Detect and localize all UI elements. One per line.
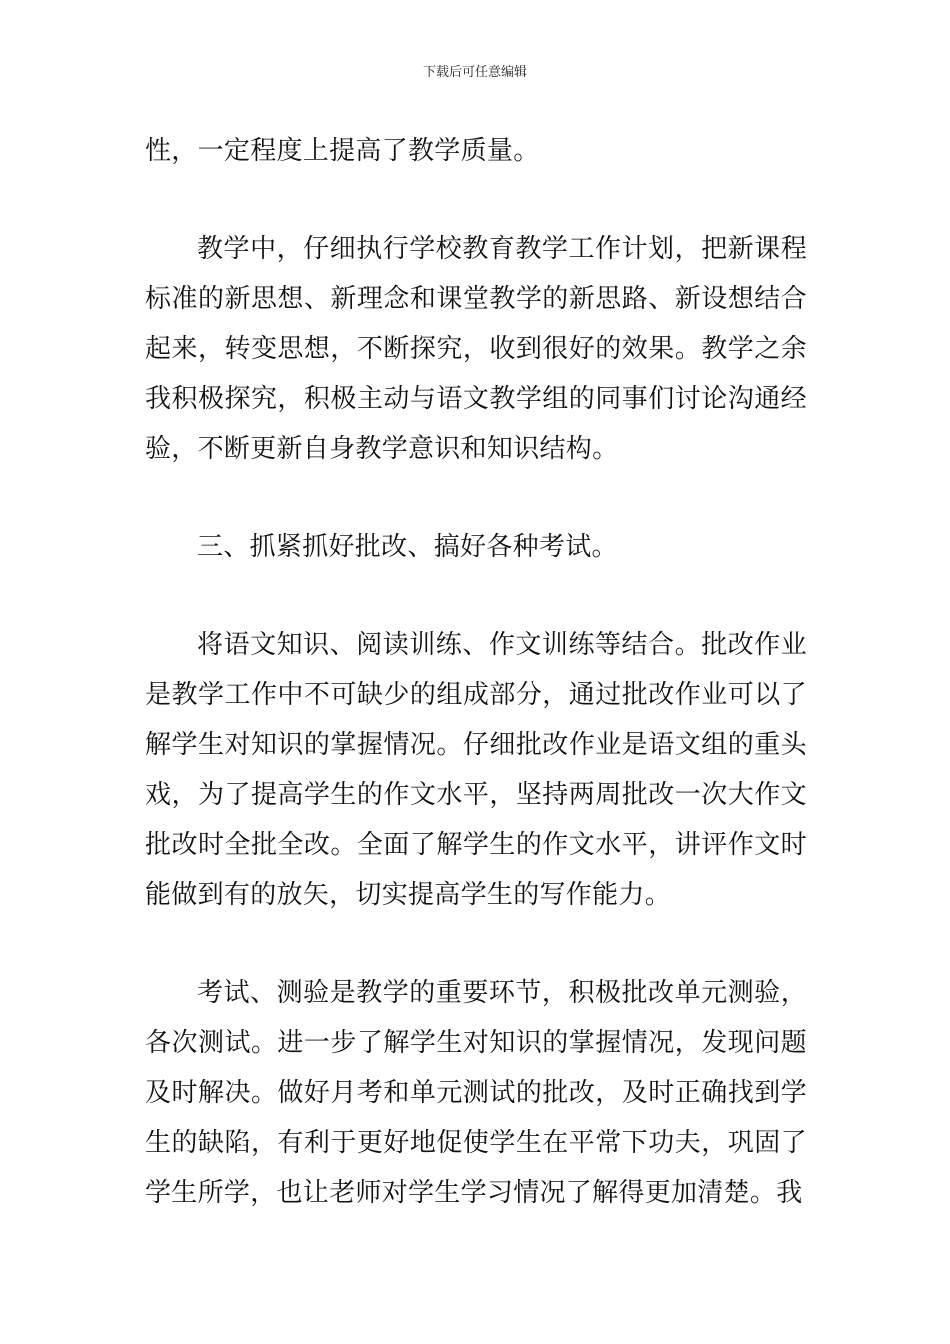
paragraph-gap	[145, 474, 807, 522]
paragraph-exams: 考试、测验是教学的重要环节，积极批改单元测验，各次测试。进一步了解学生对知识的掌握情况，发现问题及时解决。做好月考和单元测试的批改，及时正确找到学生的缺陷，有利于更好地促使学生在平常下功夫，巩固了学生所学，也让老师对学生学习情况了解得更加清楚。我	[145, 978, 807, 1208]
paragraph-gap	[145, 572, 807, 620]
document-body	[145, 126, 807, 1218]
paragraph-teaching: 教学中，仔细执行学校教育教学工作计划，把新课程标准的新思想、新理念和课堂教学的新思路、新设想结合起来，转变思想，不断探究，收到很好的效果。教学之余我积极探究，积极主动与语文教学组的同事们讨论沟通经验，不断更新自身教学意识和知识结构。	[145, 234, 807, 464]
section-heading: 三、抓紧抓好批改、搞好各种考试。	[197, 532, 618, 562]
paragraph-grading: 将语文知识、阅读训练、作文训练等结合。批改作业是教学工作中不可缺少的组成部分，通过批改作业可以了解学生对知识的掌握情况。仔细批改作业是语文组的重头戏，为了提高学生的作文水平，坚持两周批改一次大作文批改时全批全改。全面了解学生的作文水平，讲评作文时能做到有的放矢，切实提高学生的写作能力。	[145, 630, 807, 910]
paragraph-continuation: 性，一定程度上提高了教学质量。	[145, 136, 540, 166]
paragraph-gap	[145, 176, 807, 224]
paragraph-gap	[145, 920, 807, 968]
page-header: 下载后可任意编辑	[422, 65, 527, 80]
